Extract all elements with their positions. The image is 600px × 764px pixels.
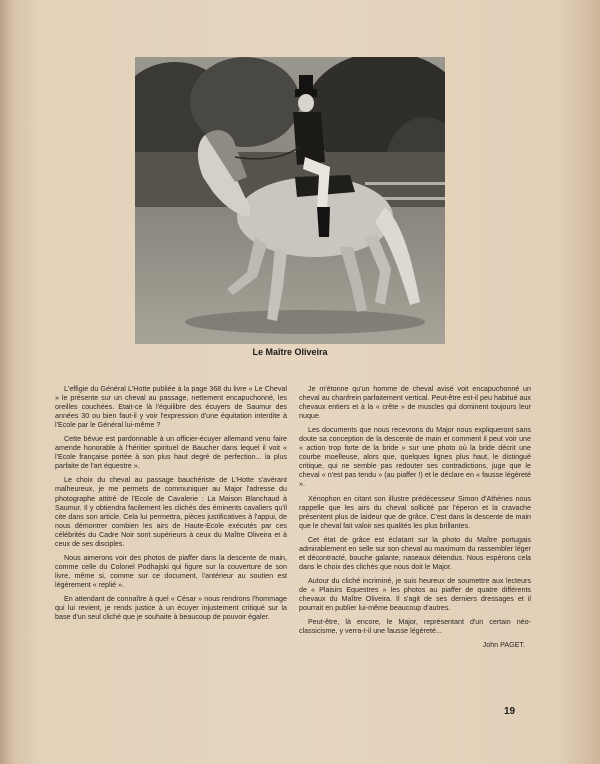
horse-rider-photo xyxy=(135,57,445,344)
photo-illustration xyxy=(135,57,445,344)
paragraph: Nous aimerons voir des photos de piaffer dans la descente de main, comme celle du Colonel Podhajski qui figure sur la couverture de son livre, même si, comme sur ce document, l'antérieur au soutien est légèrement « replié ». xyxy=(55,553,287,589)
author-signature: John PAGET. xyxy=(482,641,525,650)
page-number: 19 xyxy=(504,706,516,717)
article-column-left xyxy=(55,385,287,627)
photo-caption: Le Maître Oliveira xyxy=(252,347,328,357)
paragraph: Peut-être, là encore, le Major, représentant d'un certain néo-classicisme, y verra-t-il une fausse légèreté... xyxy=(299,618,531,636)
paragraph: Cet état de grâce est éclatant sur la photo du Maître portugais admirablement en selle sur son cheval au maximum du rassembler léger et décontracté, bouche galante, naseaux détendus. Nous espérons cela dans le choix des clichés que nous doit le Major. xyxy=(299,535,531,571)
article-column-right xyxy=(299,385,531,655)
paragraph: En attendant de connaître à quel « César » nous rendrons l'hommage qui lui revient, je rends justice à un écuyer injustement critiqué sur la base d'un seul cliché que je souhaite à beaucoup de pouvoir égaler. xyxy=(55,594,287,622)
paragraph: L'effigie du Général L'Hotte publiée à la page 368 du livre « Le Cheval » le présente sur un cheval au passage, nettement encapuchonné, les oreilles couchées. Etait-ce là l'équilibre des écuyers de Saumur des années 30 ou bien faut-il y voir l'expression d'une équitation interdite à l'Ecole par le Général lui-même ? xyxy=(55,385,287,430)
paragraph: Les documents que nous recevrons du Major nous expliqueront sans doute sa conception de la descente de main et comment il peut voir une « action trop forte de la bride » sur une photo où la bride décrit une courbe moelleuse, alors que, quelques lignes plus haut, le distingué critique, qui ne semble pas redouter ses contradictions, juge que le cheval « n'est pas tendu » (au piaffer !) et le déclare en « fausse légèreté ». xyxy=(299,426,531,489)
paragraph: Xénophon en citant son illustre prédécesseur Simon d'Athènes nous rappelle que les airs du cheval sollicité par l'éperon et la cravache présentent plus de laideur que de grâce. C'est dans la descente de main que le cheval fait valoir ses qualités les plus brillantes. xyxy=(299,494,531,530)
paragraph: Le choix du cheval au passage bauchériste de L'Hotte s'avérant malheureux, je me permets de communiquer au Major l'adresse du photographe attitré de l'Ecole de Cavalerie : La Maison Blanchaud à Saumur. Il y obtiendra facilement les clichés des éminents cavaliers qu'il cite dans son article. Cela lui permettra, pièces justificatives à l'appui, de nous démontrer combien les airs de Haute-Ecole exécutés par ces célébrités du Cadre Noir sont supérieurs à ceux du Maître Oliveira et à ceux de ses disciples. xyxy=(55,476,287,548)
paragraph: Cette bévue est pardonnable à un officier-écuyer allemand venu faire amende honorable à l'héritier spirituel de Baucher dans lequel il voit « l'Ecole française portée à son plus haut degré de perfection... la plus parfaite de l'art équestre ». xyxy=(55,435,287,471)
paragraph: Je m'étonne qu'un homme de cheval avisé voit encapuchonné un cheval au chanfrein parfaitement vertical. Peut-être est-il peu habitué aux chevaux entiers et à la « crête » de muscles qui dominent toujours leur nuque. xyxy=(299,385,531,421)
paragraph: Autour du cliché incriminé, je suis heureux de soumettre aux lecteurs de « Plaisirs Equestres » les photos au piaffer de quatre différents chevaux du Maître Oliveira. Il s'agit de ses derniers dressages et il pourrait en publier lui-même beaucoup d'autres. xyxy=(299,576,531,613)
